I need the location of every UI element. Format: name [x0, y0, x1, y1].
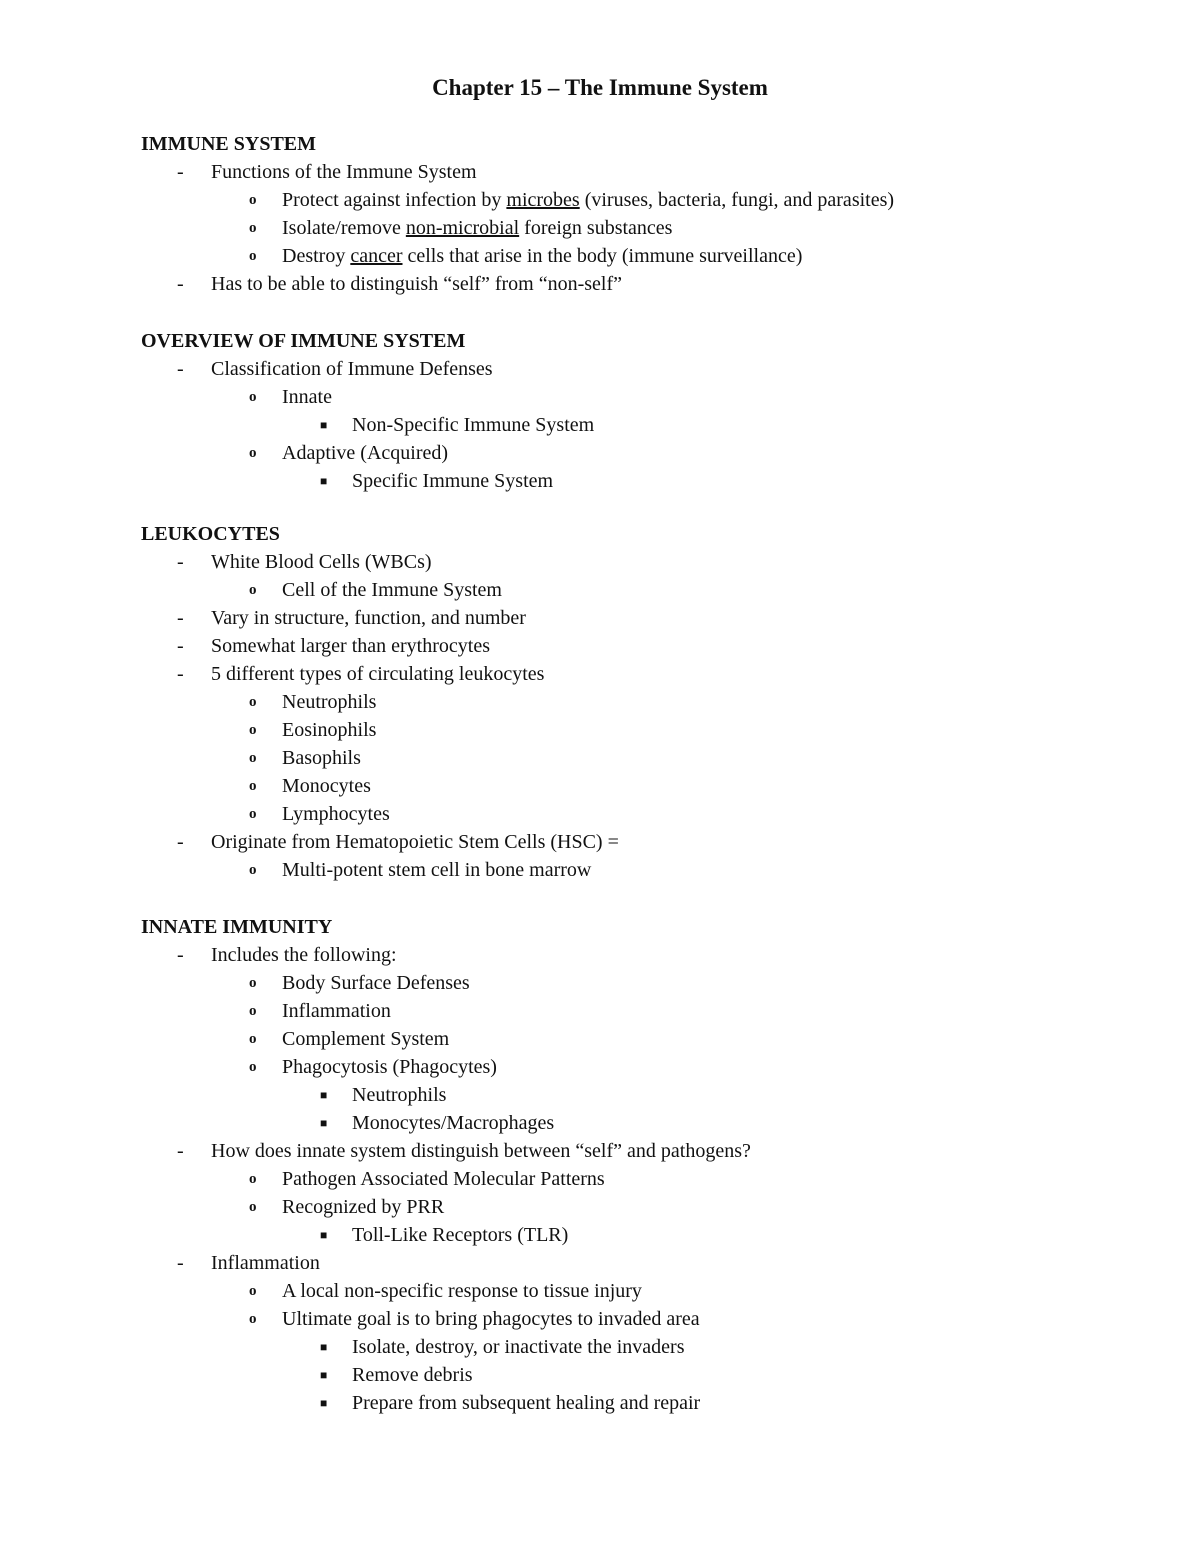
circle-bullet: o — [249, 722, 257, 738]
list-item: ■ Monocytes/Macrophages — [141, 1109, 1141, 1137]
section-heading: INNATE IMMUNITY — [141, 916, 333, 938]
circle-bullet: o — [249, 694, 257, 710]
dash-bullet: - — [177, 831, 184, 853]
list-item: o A local non-specific response to tissue injury — [141, 1277, 1141, 1305]
list-item: - Includes the following: — [141, 941, 1141, 969]
square-bullet: ■ — [320, 1116, 328, 1130]
list-item: o Body Surface Defenses — [141, 969, 1141, 997]
list-item: o Protect against infection by microbes (viruses, bacteria, fungi, and parasites) — [141, 186, 1141, 214]
square-bullet: ■ — [320, 474, 328, 488]
list-item: o Complement System — [141, 1025, 1141, 1053]
list-item: ■ Prepare from subsequent healing and repair — [141, 1389, 1141, 1417]
circle-bullet: o — [249, 806, 257, 822]
circle-bullet: o — [249, 1031, 257, 1047]
list-item: ■ Remove debris — [141, 1361, 1141, 1389]
square-bullet: ■ — [320, 418, 328, 432]
circle-bullet: o — [249, 582, 257, 598]
list-item: o Adaptive (Acquired) — [141, 439, 1141, 467]
section-overview — [141, 327, 1141, 495]
underlined-term: non-microbial — [405, 217, 520, 239]
square-bullet: ■ — [320, 1228, 328, 1242]
section-heading: IMMUNE SYSTEM — [141, 133, 317, 155]
dash-bullet: - — [177, 161, 184, 183]
dash-bullet: - — [177, 635, 184, 657]
circle-bullet: o — [249, 248, 257, 264]
circle-bullet: o — [249, 1311, 257, 1327]
circle-bullet: o — [249, 445, 257, 461]
list-item: o Basophils — [141, 744, 1141, 772]
list-item: o Innate — [141, 383, 1141, 411]
dash-bullet: - — [177, 607, 184, 629]
list-item: - Functions of the Immune System — [141, 158, 1141, 186]
list-item: ■ Non-Specific Immune System — [141, 411, 1141, 439]
list-item: o Destroy cancer cells that arise in the body (immune surveillance) — [141, 242, 1141, 270]
square-bullet: ■ — [320, 1396, 328, 1410]
section-innate-immunity — [141, 913, 1141, 1417]
circle-bullet: o — [249, 220, 257, 236]
square-bullet: ■ — [320, 1088, 328, 1102]
circle-bullet: o — [249, 1199, 257, 1215]
circle-bullet: o — [249, 1059, 257, 1075]
underlined-term: cancer — [350, 245, 403, 267]
list-item: - Classification of Immune Defenses — [141, 355, 1141, 383]
list-item: ■ Isolate, destroy, or inactivate the invaders — [141, 1333, 1141, 1361]
dash-bullet: - — [177, 663, 184, 685]
list-item: - How does innate system distinguish between “self” and pathogens? — [141, 1137, 1141, 1165]
section-immune-system — [141, 130, 1141, 298]
circle-bullet: o — [249, 1171, 257, 1187]
circle-bullet: o — [249, 862, 257, 878]
list-item: o Monocytes — [141, 772, 1141, 800]
list-item: o Cell of the Immune System — [141, 576, 1141, 604]
dash-bullet: - — [177, 944, 184, 966]
dash-bullet: - — [177, 551, 184, 573]
list-item: - Has to be able to distinguish “self” from “non-self” — [141, 270, 1141, 298]
square-bullet: ■ — [320, 1368, 328, 1382]
circle-bullet: o — [249, 975, 257, 991]
underlined-term: microbes — [506, 189, 580, 211]
list-item: o Ultimate goal is to bring phagocytes to invaded area — [141, 1305, 1141, 1333]
section-heading: OVERVIEW OF IMMUNE SYSTEM — [141, 330, 466, 352]
list-item: ■ Neutrophils — [141, 1081, 1141, 1109]
list-item: o Eosinophils — [141, 716, 1141, 744]
list-item: o Lymphocytes — [141, 800, 1141, 828]
list-item: ■ Toll-Like Receptors (TLR) — [141, 1221, 1141, 1249]
list-item: o Phagocytosis (Phagocytes) — [141, 1053, 1141, 1081]
list-item: - White Blood Cells (WBCs) — [141, 548, 1141, 576]
section-leukocytes — [141, 520, 1141, 884]
circle-bullet: o — [249, 389, 257, 405]
list-item: o Recognized by PRR — [141, 1193, 1141, 1221]
list-item: - Somewhat larger than erythrocytes — [141, 632, 1141, 660]
list-item: - Inflammation — [141, 1249, 1141, 1277]
circle-bullet: o — [249, 1283, 257, 1299]
square-bullet: ■ — [320, 1340, 328, 1354]
circle-bullet: o — [249, 778, 257, 794]
section-heading: LEUKOCYTES — [141, 523, 280, 545]
list-item: - Originate from Hematopoietic Stem Cells (HSC) = — [141, 828, 1141, 856]
list-item: o Neutrophils — [141, 688, 1141, 716]
list-item: o Multi-potent stem cell in bone marrow — [141, 856, 1141, 884]
circle-bullet: o — [249, 750, 257, 766]
circle-bullet: o — [249, 1003, 257, 1019]
list-item: - 5 different types of circulating leukocytes — [141, 660, 1141, 688]
page-title: Chapter 15 – The Immune System — [432, 75, 768, 100]
dash-bullet: - — [177, 1140, 184, 1162]
dash-bullet: - — [177, 1252, 184, 1274]
list-item: o Pathogen Associated Molecular Patterns — [141, 1165, 1141, 1193]
list-item: ■ Specific Immune System — [141, 467, 1141, 495]
list-item: - Vary in structure, function, and number — [141, 604, 1141, 632]
circle-bullet: o — [249, 192, 257, 208]
list-item: o Isolate/remove non-microbial foreign substances — [141, 214, 1141, 242]
dash-bullet: - — [177, 273, 184, 295]
list-item: o Inflammation — [141, 997, 1141, 1025]
dash-bullet: - — [177, 358, 184, 380]
